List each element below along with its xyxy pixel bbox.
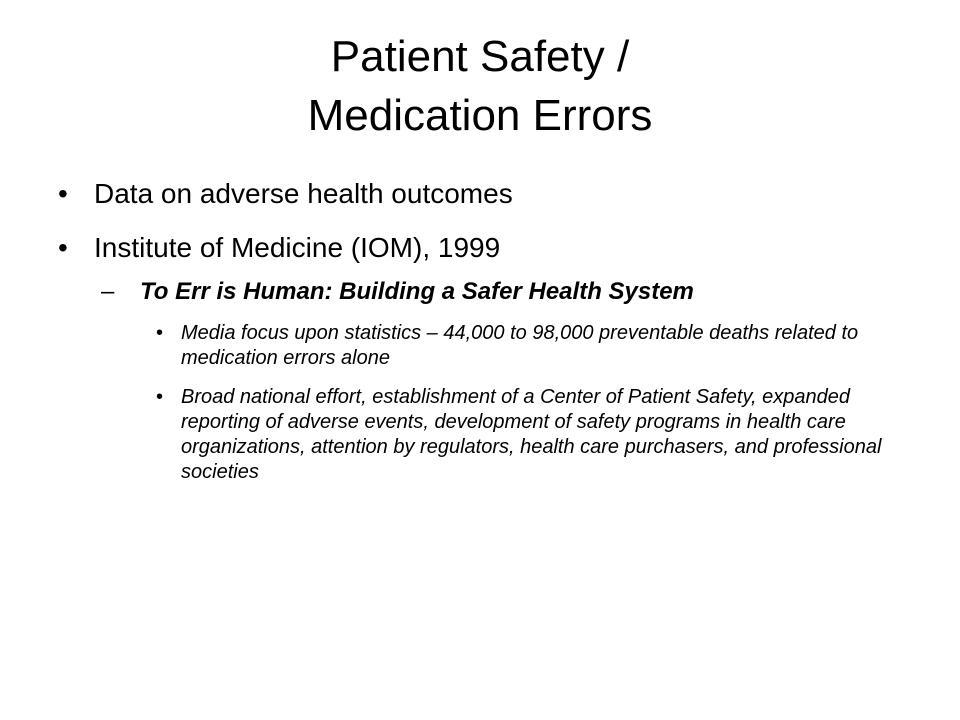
bullet-item	[58, 230, 928, 266]
sub-bullet-item	[58, 277, 928, 307]
sub-sub-bullet-text: Broad national effort, establishment of a Center of Patient Safety, expanded reporting of adverse events, development of safety programs in health care organizations, attention by regulators, health care purchasers, and professional societies	[181, 386, 882, 483]
bullet-text: Institute of Medicine (IOM), 1999	[94, 232, 501, 263]
bullet-marker: •	[156, 386, 164, 408]
bullet-marker: •	[58, 232, 68, 263]
slide-body	[58, 176, 928, 499]
sub-sub-bullet-item	[58, 321, 891, 371]
sub-sub-bullet-item	[58, 385, 891, 485]
slide-title	[0, 27, 960, 145]
sub-bullet-text: To Err is Human: Building a Safer Health System	[140, 278, 694, 305]
slide-title-line-1: Patient Safety /	[330, 32, 630, 81]
dash-marker: –	[101, 278, 115, 305]
bullet-marker: •	[156, 322, 164, 344]
sub-sub-bullet-text: Media focus upon statistics – 44,000 to 98,000 preventable deaths related to medication errors alone	[181, 322, 859, 369]
bullet-item	[58, 176, 928, 212]
slide-title-line-2: Medication Errors	[307, 91, 653, 140]
bullet-text: Data on adverse health outcomes	[94, 178, 513, 209]
bullet-marker: •	[58, 178, 68, 209]
